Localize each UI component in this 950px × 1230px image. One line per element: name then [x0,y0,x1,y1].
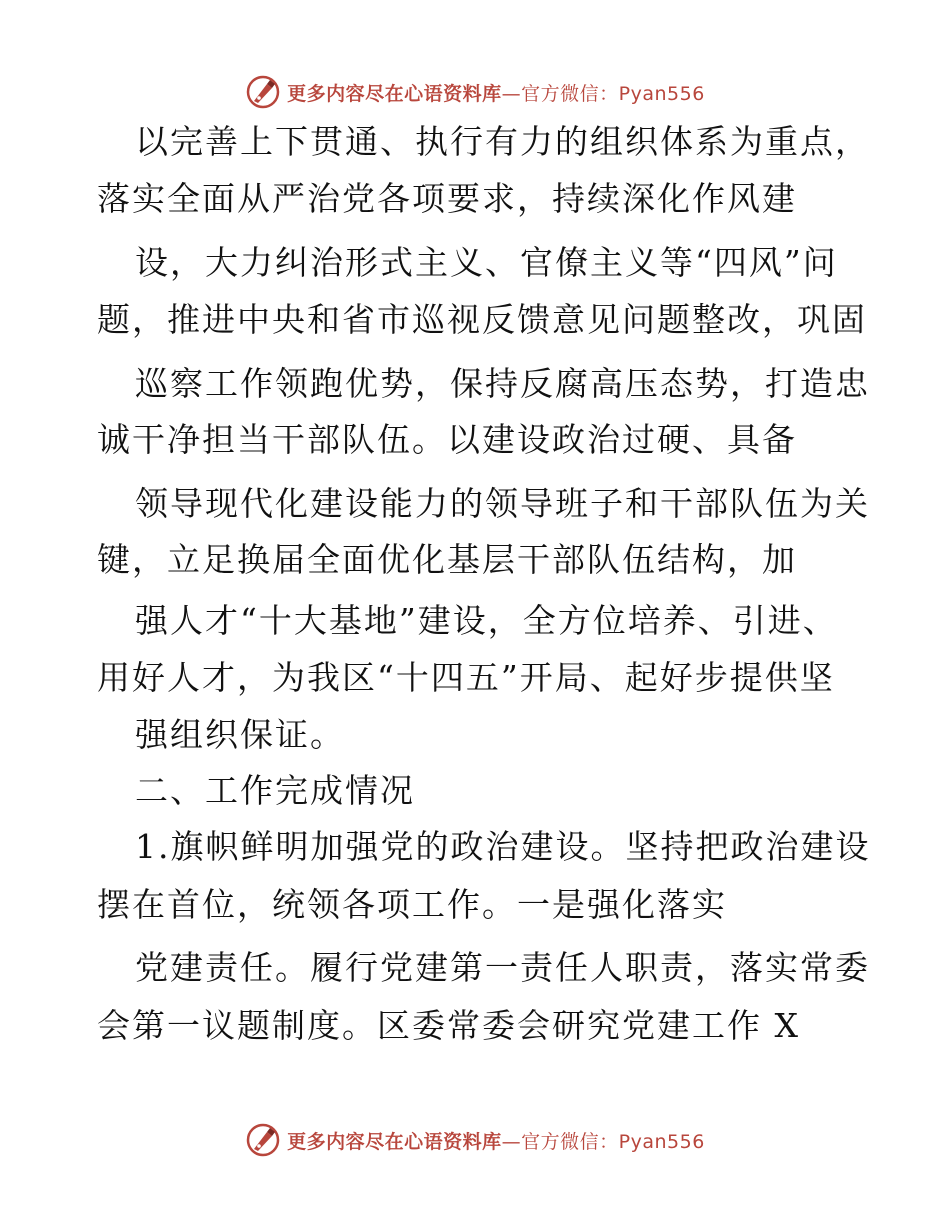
text-line-8: 键，立足换届全面优化基层干部队伍结构，加 [97,540,797,579]
text-line-3: 设，大力纠治形式主义、官僚主义等“四风”问 [135,243,838,282]
footer-watermark-banner [0,1120,950,1160]
text-line-7: 领导现代化建设能力的领导班子和干部队伍为关 [135,484,870,523]
text-line-16: 会第一议题制度。区委常委会研究党建工作 X [97,1006,800,1045]
text-line-1: 以完善上下贯通、执行有力的组织体系为重点， [135,122,870,161]
watermark-prefix: 更多内容尽在心语资料库 [287,1130,502,1153]
text-line-13: 1.旗帜鲜明加强党的政治建设。坚持把政治建设 [135,827,871,866]
pen-nib-logo-icon [245,74,281,110]
watermark-suffix: —官方微信：Pyan556 [501,1130,705,1153]
text-line-15: 党建责任。履行党建第一责任人职责，落实常委 [135,948,870,987]
watermark-suffix: —官方微信：Pyan556 [501,82,705,105]
header-watermark-banner [0,72,950,112]
pen-nib-logo-icon [245,1122,281,1158]
section-heading: 二、工作完成情况 [135,771,415,810]
watermark-text [287,1127,705,1154]
watermark-text [287,79,705,106]
text-line-9: 强人才“十大基地”建设，全方位培养、引进、 [135,601,838,640]
text-line-6: 诚干净担当干部队伍。以建设政治过硬、具备 [97,420,797,459]
text-line-14: 摆在首位，统领各项工作。一是强化落实 [97,885,727,924]
text-line-2: 落实全面从严治党各项要求，持续深化作风建 [97,179,797,218]
text-line-10: 用好人才，为我区“十四五”开局、起好步提供坚 [97,658,835,697]
text-line-4: 题，推进中央和省市巡视反馈意见问题整改，巩固 [97,300,867,339]
text-line-5: 巡察工作领跑优势，保持反腐高压态势，打造忠 [135,364,870,403]
text-line-11: 强组织保证。 [135,715,345,754]
watermark-prefix: 更多内容尽在心语资料库 [287,82,502,105]
